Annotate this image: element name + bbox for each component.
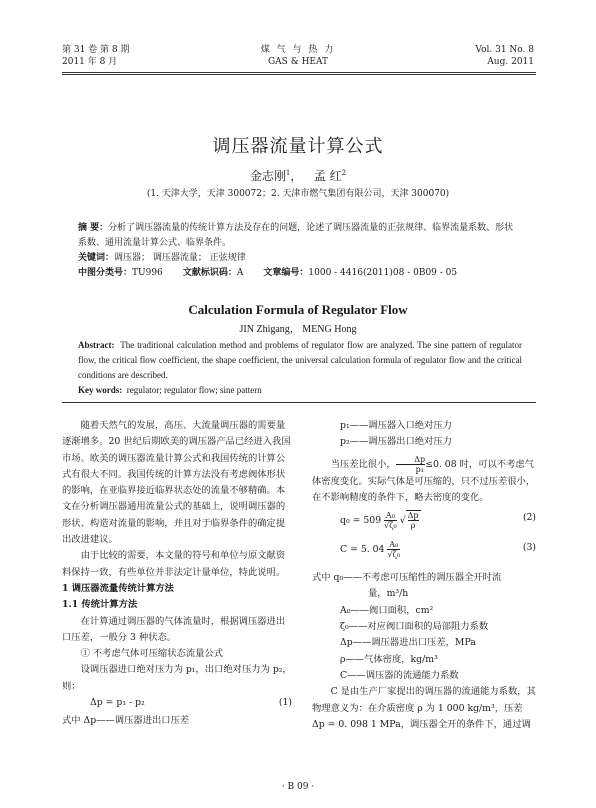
equation-1: Δp = p₁ - p₂ (1): [90, 697, 292, 709]
header-rule-2: [62, 74, 536, 75]
journal-volume-en: Vol. 31 No. 8 Aug. 2011: [475, 45, 534, 67]
body-left-column: [62, 418, 292, 729]
keywords-en: regulator; regulator flow; sine pattern: [126, 385, 262, 395]
subsection-heading: 1.1 传统计算方法: [62, 599, 138, 611]
symbol-definition: Δp——调压器进出口压差，MPa: [340, 637, 476, 649]
paragraph: 当压差比很小， $\frac{\Delta p}{\text{p₁}}$ ≤0. 08 时，可以不考虑气体密度变化。实际气体是可压缩的，只不过压差很小，在不影响精度的条件下，略去密度的变化。: [312, 454, 536, 503]
abstract-text-cn: 分析了调压器流量的传统计算方法及存在的问题，论述了调压器流量的正弦规律、临界流量系数、形状系数、通用流量计算公式、临界条件。: [78, 223, 514, 248]
paragraph: 设调压器进口绝对压力为 p₁，出口绝对压力为 p₂，则：: [62, 664, 292, 692]
equation-2: q₀ = 509 $\frac{\text{A₀}}{\text{√ζ₀}}$ √ $\frac{\Delta p}{\rho}$ (2): [340, 511, 536, 531]
paragraph: C 是由生产厂家提出的调压器的流通能力系数，其物理意义为：在介质密度 ρ 为 1 000 kg/m³，压差 Δp = 0. 098 1 MPa，调压器全开的条件下，通过调: [312, 686, 536, 730]
symbol-definition: p₁——调压器入口绝对压力: [340, 420, 452, 431]
abstract-en: Abstract: The traditional calculation method and problems of regulator flow are analyzed. The sine pattern of regulator flow, the critical flow coefficient, the shape coefficient, the universal calculation formula of regulator flow and the critical conditions are described. Key words: regulator; regulator flow; sine pattern: [78, 340, 523, 395]
symbol-definition: ρ——气体密度，kg/m³: [340, 653, 438, 665]
keywords-cn: 调压器； 调压器流量； 正弦规律: [114, 253, 246, 263]
symbol-definition: C——调压器的流通能力系数: [340, 669, 459, 681]
authors-cn: 金志刚$^1$， 孟 红$^2$: [249, 169, 347, 183]
equation-3: C = 5. 04 $\frac{\text{A₀}}{\text{√ζ₀}}$ (3): [340, 540, 536, 560]
paper-title-en: Calculation Formula of Regulator Flow: [188, 302, 408, 317]
list-item: ① 不考虑气体可压缩状态流量公式: [80, 648, 224, 660]
section-heading: 1 调压器流量传统计算方法: [62, 582, 174, 594]
abstract-cn: 摘 要：分析了调压器流量的传统计算方法及存在的问题，论述了调压器流量的正弦规律、临界流量系数、形状系数、通用流量计算公式、临界条件。 关键词：调压器； 调压器流量； 正弦规律 中图分类号：TU996 文献标识码：A 文章编号：1000 - 4416(2011)08 - 0B09 - 05: [78, 223, 514, 278]
paragraph: 在计算通过调压器的气体流量时，根据调压器进出口压差，一般分 3 种状态。: [62, 615, 286, 643]
authors-en: JIN Zhigang， MENG Hong: [239, 324, 357, 335]
abstract-label-cn: 摘 要：: [78, 223, 109, 233]
symbol-definition: 式中 q₀——不考虑可压缩性的调压器全开时流: [312, 572, 502, 584]
symbol-definition: 式中 Δp——调压器进出口压差: [62, 715, 190, 727]
paragraph: 随着天然气的发展，高压、大流量调压器的需要量逐渐增多。20 世纪后期欧美的调压器产品已经进入我国市场。欧美的调压器流量计算公式和我国传统的计算公式有很大不同。我国传统的计算方法没有考虑阀体形状的影响，在亚临界接近临界状态处的流量不够精确。本文在分析调压器通用流量公式的基础上，说明调压器的形状、构造对流量的影响，并且对于临界条件的确定提出改进建议。: [62, 420, 291, 546]
paper-title-cn: 调压器流量计算公式: [212, 136, 384, 157]
affiliation-cn: (1. 天津大学，天津 300072；2. 天津市燃气集团有限公司，天津 300070): [146, 189, 450, 199]
symbol-definition: A₀——阀口面积，cm²: [340, 604, 434, 616]
symbol-definition: p₂——调压器出口绝对压力: [340, 436, 452, 448]
paragraph: 由于比较的需要，本文量的符号和单位与原文献资料保持一致，有些单位并非法定计量单位，特此说明。: [62, 550, 286, 578]
header-rule: [62, 72, 536, 73]
abstract-rule: [62, 402, 536, 403]
body-right-column: p₁——调压器入口绝对压力 p₂——调压器出口绝对压力 当压差比很小， $\frac{\Delta p}{\text{p₁}}$ ≤0. 08 时，可以不考虑气体密度变化。实际气体是可压缩的，只不过压差很小，在不影响精度的条件下，略去密度的变化。 q₀ = 509 $\frac{\text{A₀}}{\text{√ζ₀}}$ √ $\frac{\Delta p}{\rho}$ (2) C = 5. 04 $\frac{\text{A₀}}{\text{√ζ₀}}$ (3) 式中 q₀——不考虑可压缩性的调压器全开时流 量，m³/h A₀——阀口面积，cm² ζ₀——对应阀口面积的局部阻力系数 Δp——调压器进出口压差，MPa ρ——气体密度，kg/m³ C——调压器的流通能力系数 C 是由生产厂家提出的调压器的流通能力系数，其物理意义为：在介质密度 ρ 为 1 000 kg/m³，压差 Δp = 0. 098 1 MPa，调压器全开的条件下，通过调: [312, 418, 536, 733]
page-number: · B 09 ·: [281, 782, 315, 792]
symbol-definition: ζ₀——对应阀口面积的局部阻力系数: [340, 621, 489, 633]
journal-name: 煤 气 与 热 力 GAS & HEAT: [260, 45, 336, 67]
journal-volume: 第 31 卷 第 8 期 2011 年 8 月: [62, 45, 130, 67]
